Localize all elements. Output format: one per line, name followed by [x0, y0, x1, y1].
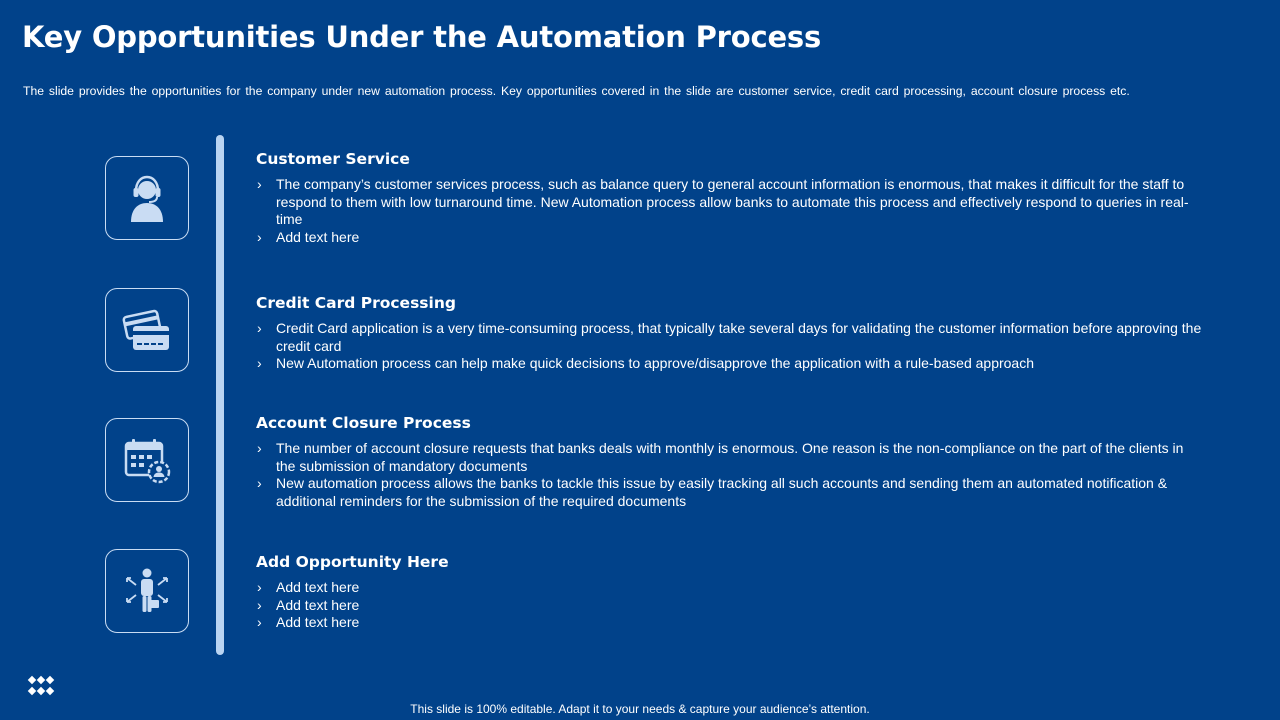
credit-card-icon: [121, 304, 173, 356]
bullet-item: [256, 176, 1206, 229]
chevron-right-icon: ›: [257, 228, 262, 245]
slide-subtitle: The slide provides the opportunities for the company under new automation process. Key opportunities covered in the slide are customer service, credit card processing, account closure process etc.: [23, 84, 1130, 98]
section-customer-service: [256, 150, 1206, 246]
account-closure-icon-box: [105, 418, 189, 502]
customer-service-icon-box: [105, 156, 189, 240]
bullet-text: New Automation process can help make quick decisions to approve/disapprove the application with a rule-based approach: [276, 355, 1035, 372]
person-arrows-icon: [121, 565, 173, 617]
bullet-item: [256, 355, 1206, 373]
bullet-item: [256, 614, 1206, 632]
chevron-right-icon: ›: [257, 440, 262, 456]
section-credit-card-processing: [256, 294, 1206, 373]
timeline-bar: [216, 135, 224, 655]
slide-title: Key Opportunities Under the Automation Process: [22, 20, 822, 54]
slide-footer: This slide is 100% editable. Adapt it to your needs & capture your audience’s attention.: [410, 702, 870, 716]
section-title: Credit Card Processing: [256, 294, 456, 312]
bullet-text: Add text here: [276, 228, 360, 245]
section-title: Account Closure Process: [256, 414, 471, 432]
chevron-right-icon: ›: [257, 475, 262, 492]
chevron-right-icon: ›: [257, 596, 262, 613]
section-title: Customer Service: [256, 150, 410, 168]
add-opportunity-icon-box: [105, 549, 189, 633]
bullet-text: New automation process allows the banks to tackle this issue by easily tracking all such accounts and sending them an automated notification & additional reminders for the submission of the required documents: [276, 475, 1168, 509]
bullet-item: [256, 579, 1206, 597]
section-add-opportunity: [256, 553, 1206, 632]
bullet-text: Add text here: [276, 579, 360, 595]
bullet-item: [256, 475, 1206, 510]
section-title: Add Opportunity Here: [256, 553, 449, 571]
chevron-right-icon: ›: [257, 320, 262, 336]
bullet-text: Add text here: [276, 596, 360, 613]
chevron-right-icon: ›: [257, 614, 262, 631]
bullet-text: Add text here: [276, 614, 360, 631]
credit-card-icon-box: [105, 288, 189, 372]
calendar-user-icon: [121, 434, 173, 486]
section-account-closure-process: [256, 414, 1206, 510]
bullet-item: [256, 229, 1206, 247]
chevron-right-icon: ›: [257, 176, 262, 192]
chevron-right-icon: ›: [257, 579, 262, 595]
bullet-text: Credit Card application is a very time-consuming process, that typically take several days for validating the customer information before approving the credit card: [276, 320, 1202, 354]
bullet-text: The company’s customer services process, such as balance query to general account information is enormous, that makes it difficult for the staff to respond to them with low turnaround time. New Automation process allow banks to automate this process and effectively respond to queries in real-time: [276, 176, 1189, 228]
bullet-item: [256, 597, 1206, 615]
bullet-text: The number of account closure requests that banks deals with monthly is enormous. One reason is the non-compliance on the part of the clients in the submission of mandatory documents: [276, 440, 1184, 474]
customer-support-icon: [121, 172, 173, 224]
decorative-dots-icon: [28, 676, 56, 698]
bullet-item: [256, 320, 1206, 355]
chevron-right-icon: ›: [257, 355, 262, 372]
bullet-item: [256, 440, 1206, 475]
